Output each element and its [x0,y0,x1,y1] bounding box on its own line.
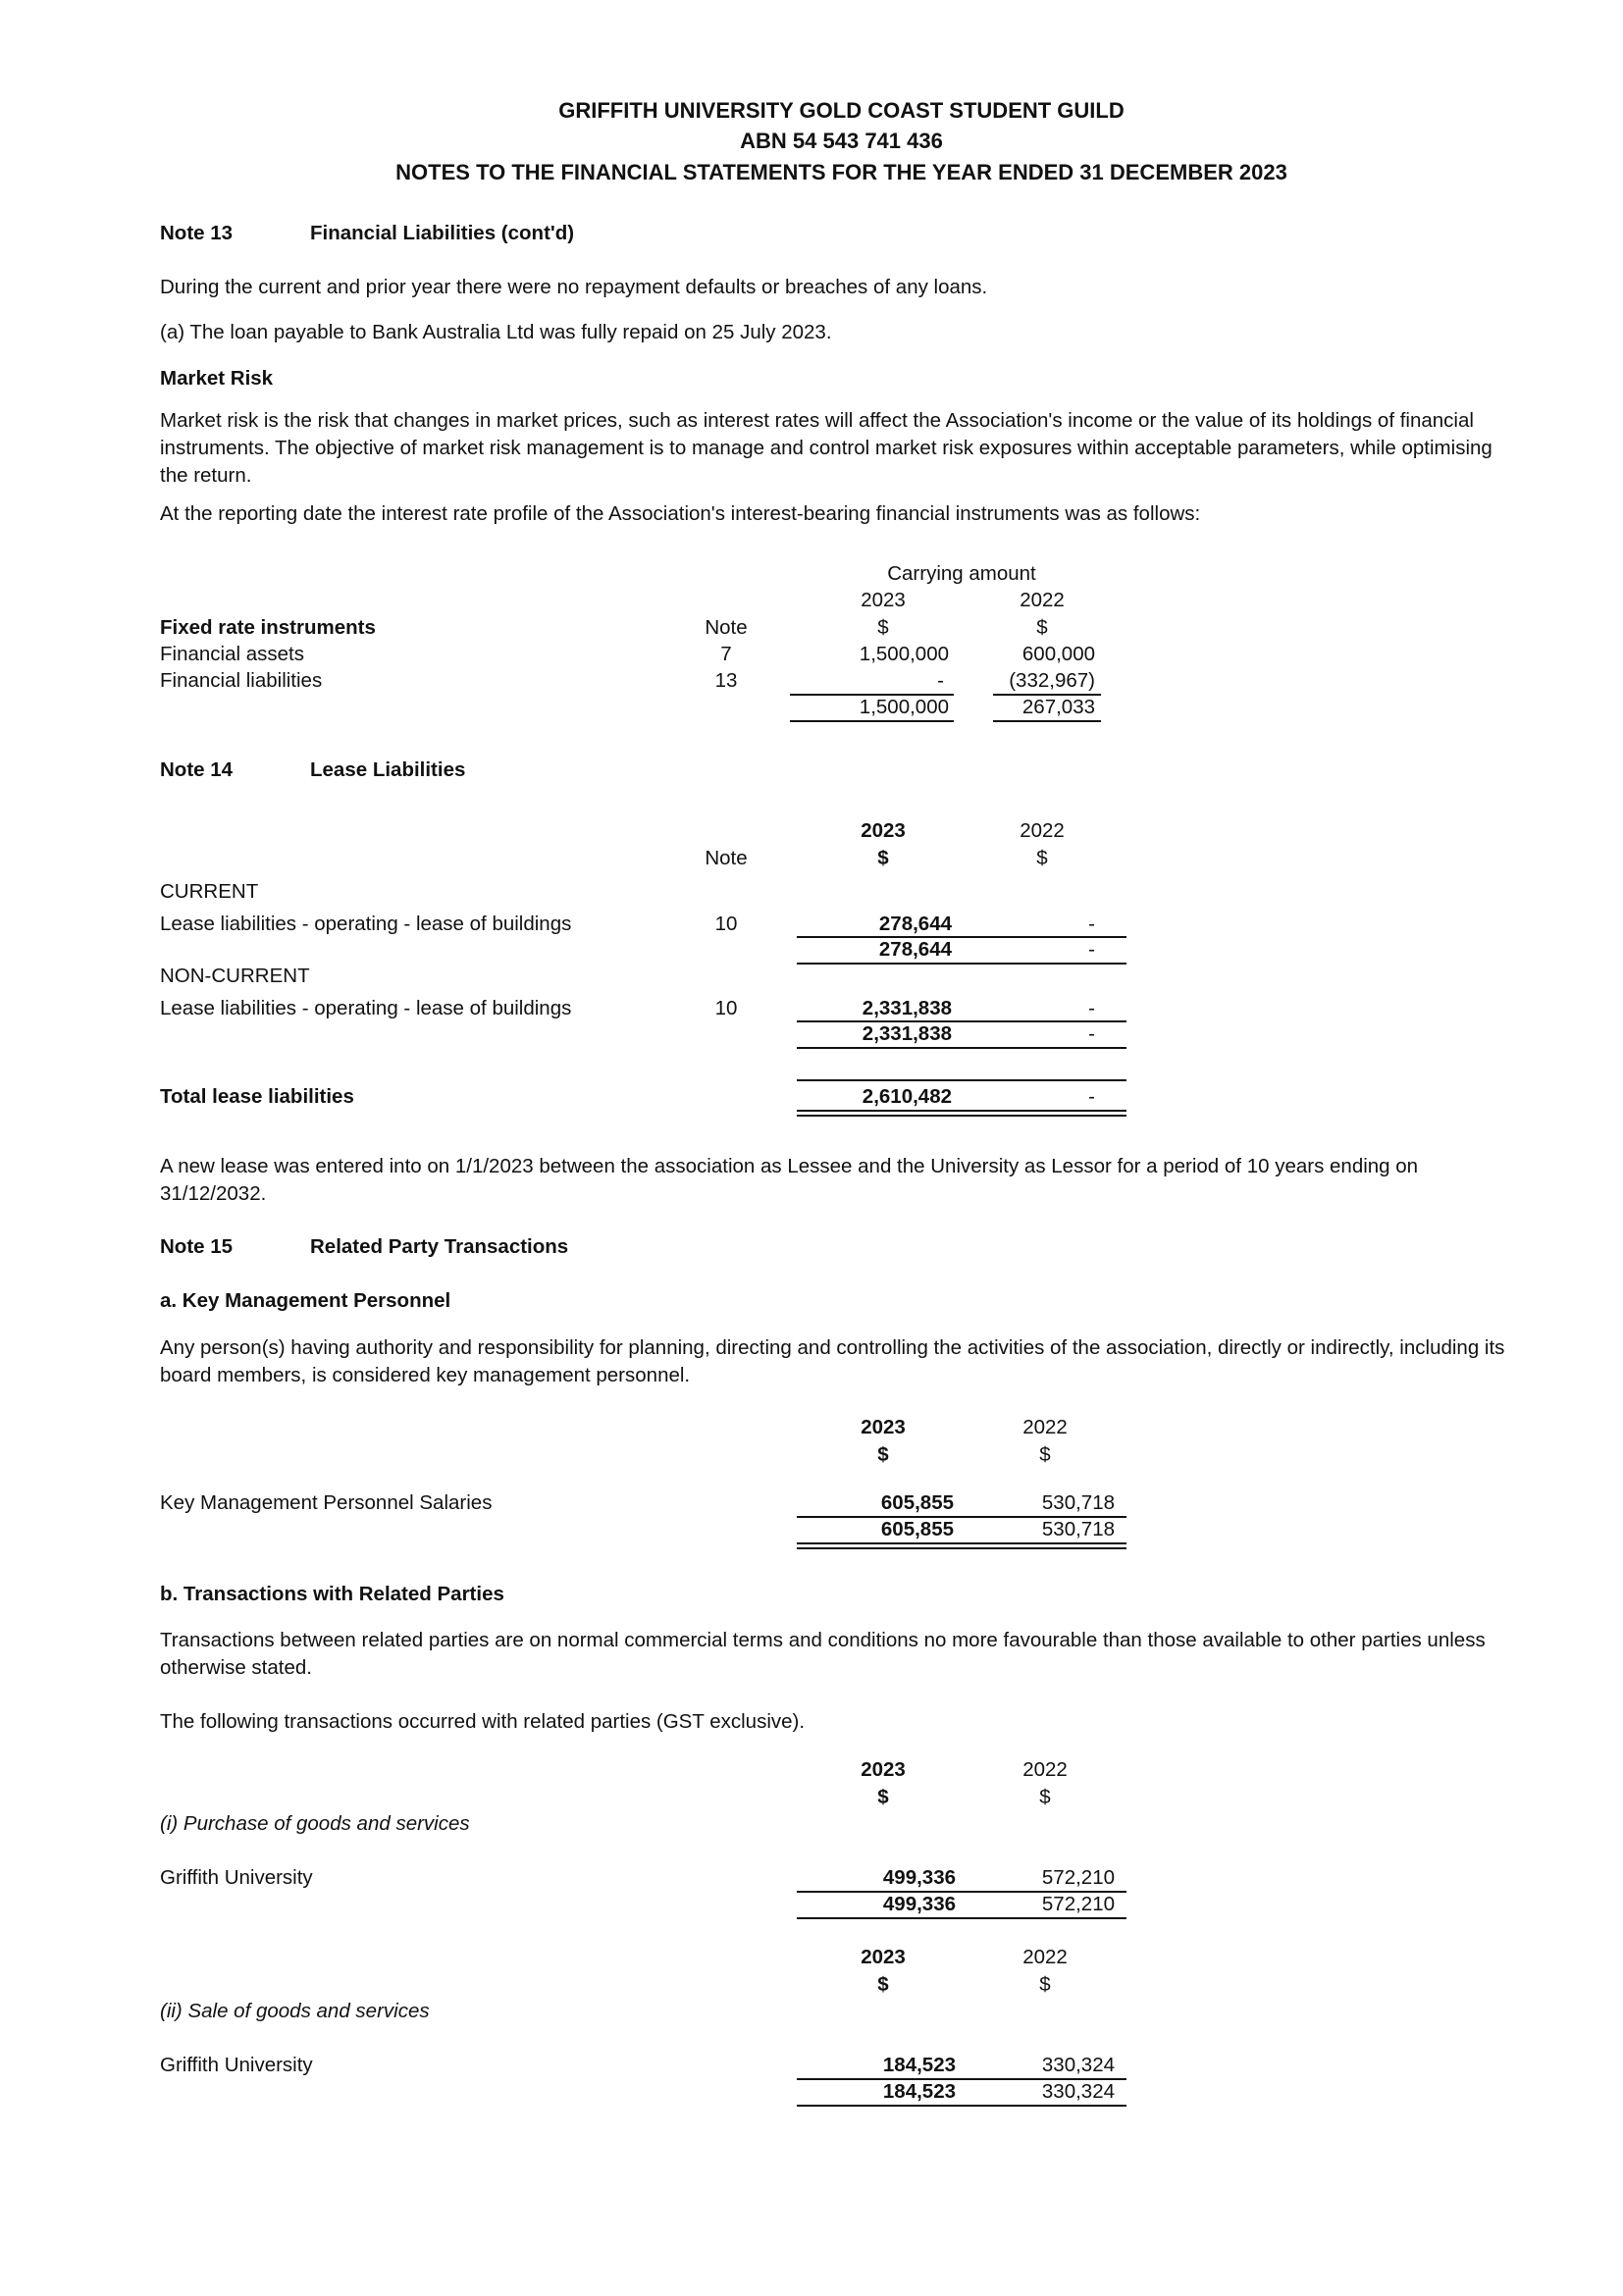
table-row-value-2023: 278,644 [878,913,952,935]
table-row-note: 10 [714,997,738,1019]
subtotal-bottom-rule [797,1047,1126,1049]
interest-profile-intro: At the reporting date the interest rate profile of the Association's interest-bearing financial instruments was as follows: [160,502,1201,525]
table-row-label: Financial assets [160,643,304,665]
subtotal-value-2023: 278,644 [878,938,952,961]
table-row-label: Key Management Personnel Salaries [160,1491,493,1514]
table-row-label: Financial liabilities [160,669,323,692]
total-value-2022: 267,033 [1021,696,1095,718]
subtotal-value-2022: - [1088,1022,1095,1045]
related-parties-description: Transactions between related parties are on normal commercial terms and conditions no more favourable than those available to other parties unless otherwise stated. [160,1629,1486,1679]
table-row-note: 7 [720,643,732,665]
currency-2022-header: $ [1039,1973,1051,1996]
currency-2022-header: $ [1036,847,1048,869]
total-rule-2022 [993,720,1101,722]
note-column-header: Note [705,616,748,639]
total-value-2022: 530,718 [1041,1518,1115,1540]
table-row-value-2022: - [1088,997,1095,1019]
subtotal-bottom-rule [797,963,1126,965]
total-rule-2023 [790,720,954,722]
lease-description: A new lease was entered into on 1/1/2023 between the association as Lessee and the University as Lessor for a period of 10 years ending on 31/12/2032. [160,1155,1419,1205]
table-row-value-2022: 330,324 [1041,2054,1115,2076]
note-14-number: Note 14 [160,758,234,781]
note-13-heading: Financial Liabilities (cont'd) [310,222,575,244]
subtotal-value-2022: - [1088,938,1095,961]
currency-2023-header: $ [877,1973,889,1996]
note-13-number: Note 13 [160,222,234,244]
fixed-rate-instruments-label: Fixed rate instruments [160,616,376,639]
kmp-description: Any person(s) having authority and responsibility for planning, directing and controlling the activities of the association, directly or indirectly, including its board members, is considered key management personnel. [160,1336,1505,1386]
table-row-label: Lease liabilities - operating - lease of buildings [160,997,572,1019]
purchase-caption: (i) Purchase of goods and services [160,1812,470,1835]
year-2023-header: 2023 [861,1758,906,1781]
table-row-value-2022: 600,000 [1021,643,1095,665]
currency-2023-header: $ [877,1786,889,1808]
page-title: NOTES TO THE FINANCIAL STATEMENTS FOR THE YEAR ENDED 31 DECEMBER 2023 [395,160,1287,184]
note-14-heading: Lease Liabilities [310,758,466,781]
current-label: CURRENT [160,880,259,903]
currency-2022-header: $ [1036,616,1048,639]
kmp-heading: a. Key Management Personnel [160,1289,451,1312]
table-row-value-2022: 572,210 [1041,1866,1115,1889]
sale-caption: (ii) Sale of goods and services [160,2000,430,2022]
note-column-header: Note [705,847,748,869]
table-row-value-2023: 2,331,838 [862,997,952,1019]
table-row-value-2023: 1,500,000 [859,643,949,665]
year-2022-header: 2022 [1022,1416,1068,1438]
table-row-value-2022: 530,718 [1041,1491,1115,1514]
table-row-value-2023: - [937,669,944,692]
table-row-value-2023: 499,336 [882,1866,956,1889]
market-risk-heading: Market Risk [160,367,274,390]
total-double-rule [797,1110,1126,1112]
note-15-number: Note 15 [160,1235,234,1258]
year-2023-header: 2023 [861,1416,906,1438]
note-13-paragraph-1: During the current and prior year there were no repayment defaults or breaches of any loans. [160,276,988,298]
total-value-2022: 330,324 [1041,2080,1115,2103]
note-13-paragraph-2: (a) The loan payable to Bank Australia Ltd was fully repaid on 25 July 2023. [160,321,832,343]
total-value-2023: 1,500,000 [859,696,949,718]
total-double-rule [797,1547,1126,1549]
year-2022-header: 2022 [1022,1758,1068,1781]
year-2023-header: 2023 [861,819,906,842]
total-rule [797,2105,1126,2107]
year-2022-header: 2022 [1022,1946,1068,1968]
currency-2023-header: $ [877,847,889,869]
total-value-2023: 499,336 [882,1893,956,1915]
table-row-value-2023: 184,523 [882,2054,956,2076]
table-row-label: Lease liabilities - operating - lease of buildings [160,913,572,935]
related-parties-intro: The following transactions occurred with related parties (GST exclusive). [160,1710,806,1733]
total-value-2023: 605,855 [880,1518,954,1540]
year-2022-header: 2022 [1020,819,1065,842]
total-value-2023: 2,610,482 [862,1085,952,1108]
currency-2022-header: $ [1039,1786,1051,1808]
market-risk-text: Market risk is the risk that changes in market prices, such as interest rates will affect the Association's income or the value of its holdings of financial instruments. The objective of market risk management is to manage and control market risk exposures within acceptable parameters, while optimising the return. [160,409,1492,487]
related-parties-heading: b. Transactions with Related Parties [160,1583,504,1605]
currency-2022-header: $ [1039,1443,1051,1466]
table-row-label: Griffith University [160,1866,313,1889]
carrying-amount-header: Carrying amount [887,562,1036,585]
total-lease-liabilities-label: Total lease liabilities [160,1085,354,1108]
org-name: GRIFFITH UNIVERSITY GOLD COAST STUDENT GUILD [558,98,1125,123]
table-row-note: 10 [714,913,738,935]
year-2023-header: 2023 [861,1946,906,1968]
currency-2023-header: $ [877,616,889,639]
currency-2023-header: $ [877,1443,889,1466]
total-double-rule [797,1115,1126,1117]
total-value-2023: 184,523 [882,2080,956,2103]
non-current-label: NON-CURRENT [160,965,310,987]
total-top-rule [797,1079,1126,1081]
total-rule [797,1917,1126,1919]
year-2023-header: 2023 [861,589,906,611]
total-double-rule [797,1542,1126,1544]
note-15-heading: Related Party Transactions [310,1235,569,1258]
table-row-note: 13 [714,669,738,692]
table-row-value-2023: 605,855 [880,1491,954,1514]
subtotal-value-2023: 2,331,838 [862,1022,952,1045]
total-value-2022: 572,210 [1041,1893,1115,1915]
table-row-label: Griffith University [160,2054,313,2076]
abn: ABN 54 543 741 436 [740,129,943,153]
year-2022-header: 2022 [1020,589,1065,611]
table-row-value-2022: - [1088,913,1095,935]
table-row-value-2022: (332,967) [1009,669,1095,692]
total-value-2022: - [1088,1085,1095,1108]
